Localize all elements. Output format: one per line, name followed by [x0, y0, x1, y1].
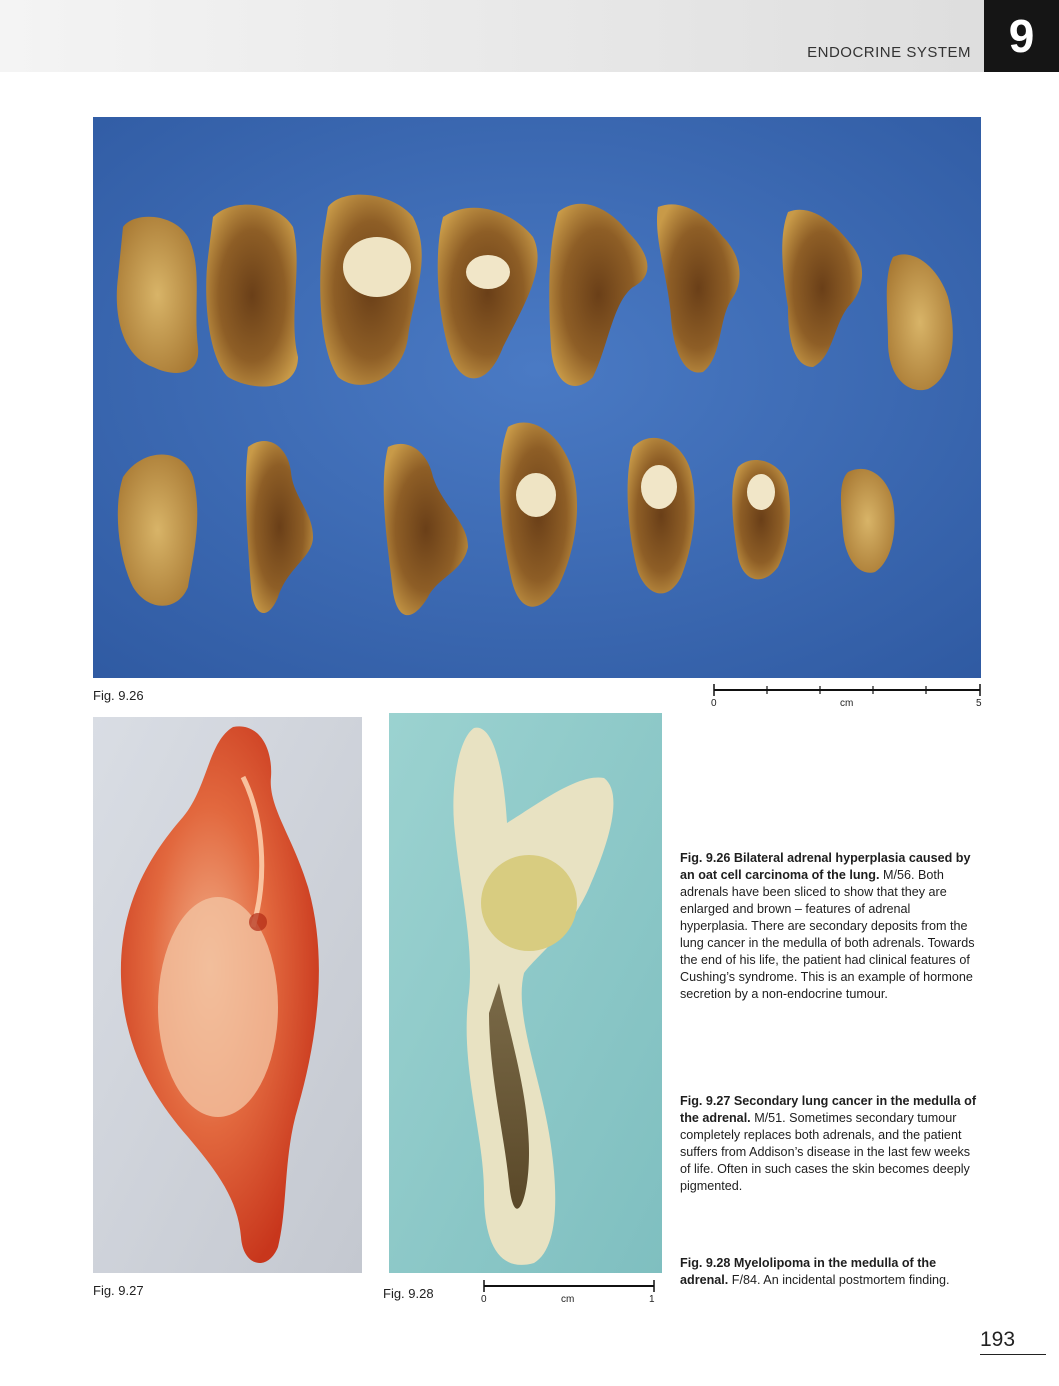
caption-fig-9-26	[680, 850, 980, 1003]
fig-9-28-photo	[389, 713, 662, 1273]
section-title: ENDOCRINE SYSTEM	[807, 44, 971, 61]
scale-1cm-unit: cm	[561, 1294, 575, 1305]
fig-9-27-label: Fig. 9.27	[93, 1283, 144, 1298]
caption-fig-9-27	[680, 1093, 980, 1195]
scale-1cm-end: 1	[649, 1294, 655, 1305]
scale-5cm-unit: cm	[840, 698, 854, 709]
caption-title: Fig. 9.26 Bilateral adrenal hyperplasia caused by an oat cell carcinoma of the lung.	[680, 851, 971, 882]
chapter-number: 9	[1008, 10, 1035, 62]
fig-9-28-label: Fig. 9.28	[383, 1286, 434, 1301]
scale-5cm-end: 5	[976, 698, 982, 709]
caption-fig-9-28	[680, 1255, 980, 1289]
header-band	[0, 0, 1059, 72]
scale-5cm-start: 0	[711, 698, 717, 709]
caption-body: M/56. Both adrenals have been sliced to show that they are enlarged and brown – features of adrenal hyperplasia. There are secondary deposits from the lung cancer in the medulla of both adrenals. Towards the end of his life, the patient had clinical features of Cushing’s syndrome. This is an example of hormone secretion by a non-endocrine tumour.	[680, 868, 975, 1001]
caption-title: Fig. 9.27 Secondary lung cancer in the medulla of the adrenal.	[680, 1094, 977, 1125]
scale-bar-1cm	[482, 1279, 656, 1293]
chapter-badge	[984, 0, 1059, 72]
scale-bar-5cm	[712, 683, 982, 697]
fig-9-26-label: Fig. 9.26	[93, 688, 144, 703]
fig-9-27-photo	[93, 717, 362, 1273]
caption-body: M/51. Sometimes secondary tumour completely replaces both adrenals, and the patient suffers from Addison’s disease in the last few weeks of life. Often in such cases the skin becomes deeply pigmented.	[680, 1111, 971, 1193]
page-number: 193	[980, 1328, 1046, 1355]
caption-body: F/84. An incidental postmortem finding.	[731, 1273, 950, 1287]
fig-9-26-photo	[93, 117, 981, 678]
scale-1cm-start: 0	[481, 1294, 487, 1305]
caption-title: Fig. 9.28 Myelolipoma in the medulla of the adrenal.	[680, 1256, 937, 1287]
